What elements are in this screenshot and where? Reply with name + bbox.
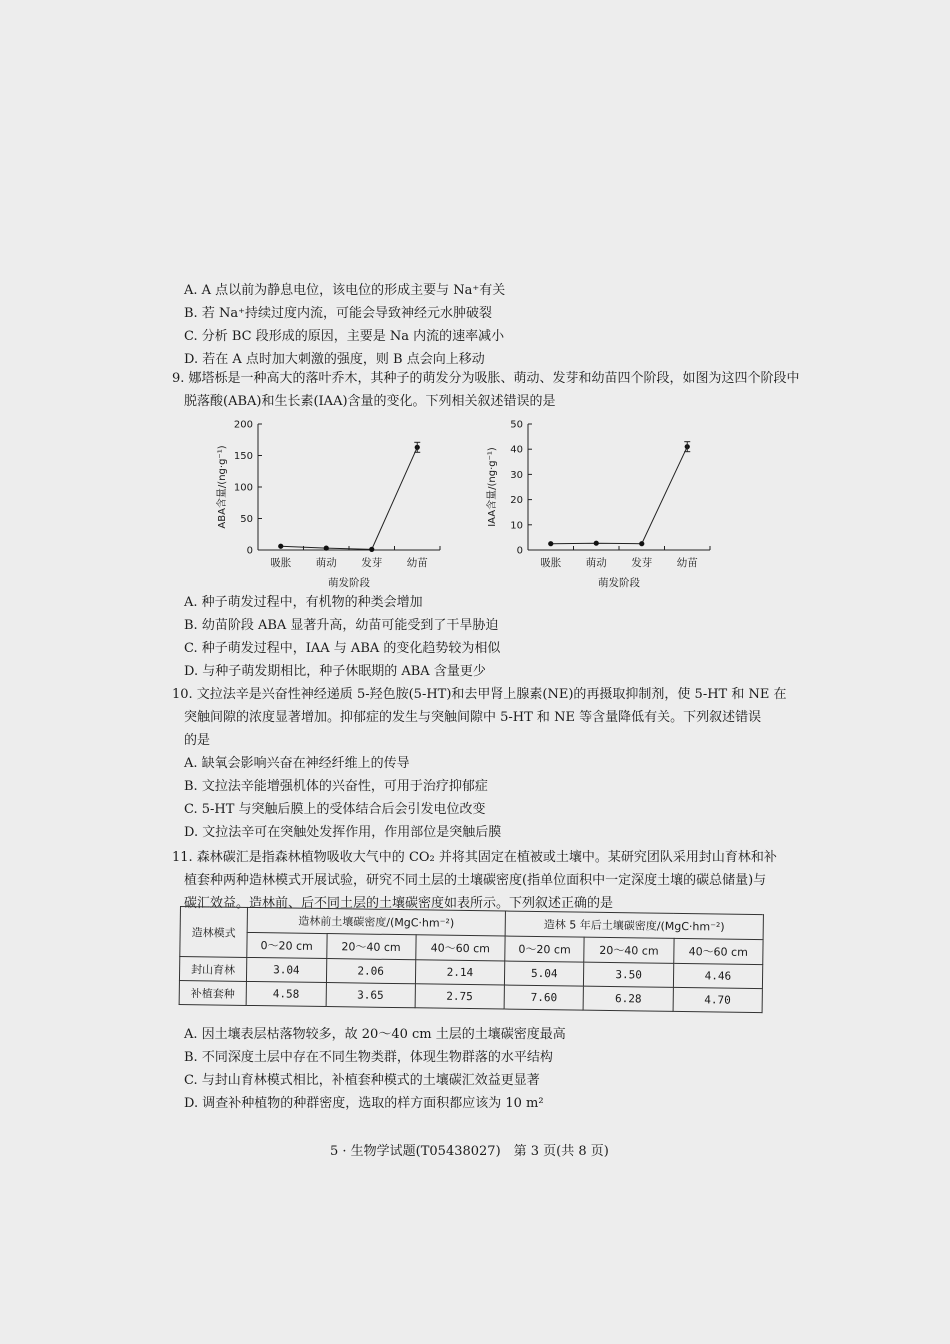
table-depth-before-2: 40～60 cm: [415, 935, 505, 961]
aba-data-point: [369, 547, 374, 552]
table-cell: 4.70: [673, 987, 763, 1012]
table-cell: 2.14: [415, 960, 505, 985]
aba-x-tick-label: 发芽: [361, 557, 383, 569]
table-cell: 6.28: [584, 986, 674, 1011]
iaa-axes: [485, 420, 710, 590]
carbon-density-table: [178, 906, 764, 1032]
table-cell: 2.75: [415, 984, 505, 1009]
aba-y-tick-label: 0: [246, 545, 253, 557]
aba-chart: [200, 412, 460, 592]
q11-stem-line3: 碳汇效益。造林前、后不同土层的土壤碳密度如表所示。下列叙述正确的是: [184, 896, 614, 911]
q10-option-c: C. 5-HT 与突触后膜上的受体结合后会引发电位改变: [184, 802, 486, 817]
q8-option-d: D. 若在 A 点时加大刺激的强度，则 B 点会向上移动: [184, 352, 485, 367]
iaa-y-tick-label: 40: [510, 444, 523, 456]
q10-option-d: D. 文拉法辛可在突触处发挥作用，作用部位是突触后膜: [184, 825, 502, 840]
iaa-data-point: [548, 541, 553, 546]
iaa-x-tick-label: 幼苗: [676, 557, 698, 569]
iaa-series-line: [551, 447, 688, 544]
q9-stem-line2: 脱落酸(ABA)和生长素(IAA)含量的变化。下列相关叙述错误的是: [184, 394, 556, 409]
q11-option-c: C. 与封山育林模式相比，补植套种模式的土壤碳汇效益更显著: [184, 1073, 540, 1088]
q8-option-c: C. 分析 BC 段形成的原因，主要是 Na 内流的速率减小: [184, 329, 505, 344]
aba-y-label: ABA含量/(ng·g⁻¹): [217, 445, 228, 529]
aba-data-point: [324, 546, 329, 551]
q8-option-b: B. 若 Na⁺持续过度内流，可能会导致神经元水肿破裂: [184, 306, 492, 321]
table-header-after: 造林 5 年后土壤碳密度/(MgC·hm⁻²): [505, 911, 763, 940]
iaa-marks: [548, 442, 690, 547]
table-cell: 3.65: [326, 983, 416, 1008]
q9-stem-line1: 9. 娜塔栎是一种高大的落叶乔木，其种子的萌发分为吸胀、萌动、发芽和幼苗四个阶段，如图为这四个阶段中: [172, 371, 800, 386]
iaa-x-tick-label: 发芽: [631, 557, 653, 569]
table-cell: 2.06: [326, 959, 416, 984]
q9-option-a: A. 种子萌发过程中，有机物的种类会增加: [184, 595, 423, 610]
aba-x-tick-label: 幼苗: [406, 557, 428, 569]
table-depth-after-0: 0～20 cm: [505, 936, 585, 962]
aba-series-line: [281, 447, 418, 549]
aba-y-tick-label: 150: [233, 451, 253, 462]
iaa-x-tick-label: 萌动: [585, 557, 607, 569]
q11-stem-line2: 植套种两种造林模式开展试验，研究不同土层的土壤碳密度(指单位面积中一定深度土壤的碳总储量)与: [184, 873, 767, 888]
q8-option-a: A. A 点以前为静息电位，该电位的形成主要与 Na⁺有关: [184, 283, 506, 298]
iaa-y-tick-label: 50: [510, 419, 523, 431]
table-cell: 7.60: [504, 985, 584, 1010]
q10-option-a: A. 缺氧会影响兴奋在神经纤维上的传导: [184, 756, 410, 771]
q10-option-b: B. 文拉法辛能增强机体的兴奋性，可用于治疗抑郁症: [184, 779, 488, 794]
iaa-y-tick-label: 0: [516, 545, 523, 557]
page-footer: 5 · 生物学试题(T05438027) 第 3 页(共 8 页): [330, 1144, 609, 1159]
table-cell: 3.04: [246, 957, 326, 982]
iaa-data-point: [594, 541, 599, 546]
aba-x-label: 萌发阶段: [328, 577, 370, 589]
table-depth-after-2: 40～60 cm: [673, 938, 763, 964]
q11-stem-line1: 11. 森林碳汇是指森林植物吸收大气中的 CO₂ 并将其固定在植被或土壤中。某研究团队采用封山育林和补: [172, 850, 777, 865]
q10-stem-line1: 10. 文拉法辛是兴奋性神经递质 5-羟色胺(5-HT)和去甲肾上腺素(NE)的再摄取抑制剂，使 5-HT 和 NE 在: [172, 687, 787, 702]
table-header-before: 造林前土壤碳密度/(MgC·hm⁻²): [247, 907, 505, 936]
iaa-data-point: [639, 541, 644, 546]
aba-y-tick-label: 200: [233, 419, 253, 431]
table-cell-model: 补植套种: [179, 980, 246, 1005]
iaa-chart: [470, 412, 730, 592]
iaa-y-tick-label: 30: [510, 469, 523, 481]
q10-stem-line3: 的是: [184, 733, 211, 748]
aba-data-point: [278, 544, 283, 549]
iaa-y-tick-label: 20: [510, 495, 523, 507]
q11-option-d: D. 调查补种植物的种群密度，选取的样方面积都应该为 10 m²: [184, 1096, 544, 1111]
table-cell: 4.58: [246, 981, 326, 1006]
table-header-model: 造林模式: [180, 907, 248, 958]
q10-stem-line2: 突触间隙的浓度显著增加。抑郁症的发生与突触间隙中 5-HT 和 NE 等含量降低有关。下列叙述错误: [184, 710, 762, 725]
table-cell: 4.46: [673, 963, 763, 988]
aba-marks: [278, 442, 420, 552]
table-depth-after-1: 20～40 cm: [584, 937, 674, 963]
q9-option-c: C. 种子萌发过程中，IAA 与 ABA 的变化趋势较为相似: [184, 641, 501, 656]
q9-option-d: D. 与种子萌发期相比，种子休眠期的 ABA 含量更少: [184, 664, 486, 679]
aba-x-tick-label: 萌动: [315, 557, 337, 569]
iaa-x-label: 萌发阶段: [598, 577, 640, 589]
table-depth-before-0: 0～20 cm: [247, 932, 327, 958]
q11-option-b: B. 不同深度土层中存在不同生物类群，体现生物群落的水平结构: [184, 1050, 553, 1065]
aba-y-tick-label: 100: [233, 482, 253, 494]
table-depth-before-1: 20～40 cm: [326, 934, 416, 960]
aba-x-tick-label: 吸胀: [270, 557, 292, 569]
q9-option-b: B. 幼苗阶段 ABA 显著升高，幼苗可能受到了干旱胁迫: [184, 618, 499, 633]
iaa-y-label: IAA含量/(ng·g⁻¹): [487, 447, 498, 527]
table-cell: 3.50: [584, 962, 674, 987]
table-cell: 5.04: [504, 961, 584, 986]
table-cell-model: 封山育林: [179, 957, 246, 982]
aba-y-tick-label: 50: [240, 514, 253, 525]
aba-axes: [215, 420, 440, 590]
iaa-y-tick-label: 10: [510, 520, 523, 532]
iaa-x-tick-label: 吸胀: [540, 557, 562, 569]
q11-option-a: A. 因土壤表层枯落物较多，故 20～40 cm 土层的土壤碳密度最高: [184, 1027, 566, 1042]
